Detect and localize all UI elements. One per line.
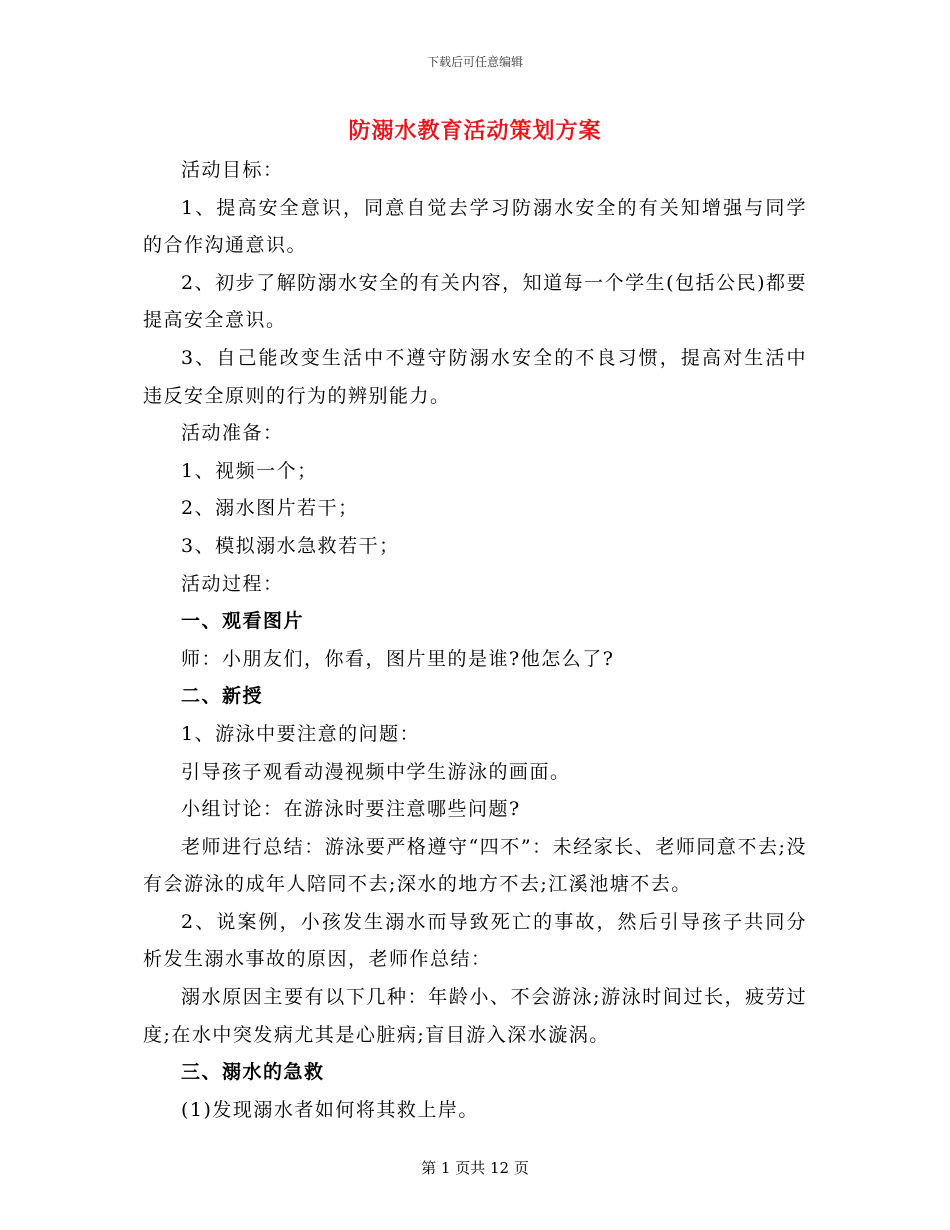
paragraph: 溺水原因主要有以下几种：年龄小、不会游泳;游泳时间过长，疲劳过度;在水中突发病尤其是心脏病;盲目游入深水漩涡。 [143, 986, 807, 1046]
paragraph: 1、游泳中要注意的问题： [181, 722, 421, 745]
paragraph: 活动目标： [181, 159, 284, 181]
document-title: 防溺水教育活动策划方案 [348, 118, 602, 144]
paragraph: 1、视频一个； [181, 459, 318, 482]
paragraph: 3、模拟溺水急救若干； [181, 534, 400, 557]
paragraph: 2、初步了解防溺水安全的有关内容，知道每一个学生(包括公民)都要提高安全意识。 [143, 271, 807, 332]
paragraph: 师：小朋友们，你看，图片里的是谁?他怎么了? [181, 647, 615, 670]
document-body [143, 152, 807, 1129]
paragraph: 3、自己能改变生活中不遵守防溺水安全的不良习惯，提高对生活中违反安全原则的行为的辨别能力。 [143, 346, 807, 407]
section-heading: 二、新授 [181, 685, 264, 708]
section-heading: 三、溺水的急救 [181, 1061, 325, 1084]
page-footer: 第 1 页共 12 页 [421, 1159, 529, 1177]
paragraph: 引导孩子观看动漫视频中学生游泳的画面。 [181, 760, 571, 783]
section-heading: 一、观看图片 [181, 610, 305, 633]
page-header: 下载后可任意编辑 [426, 55, 523, 69]
paragraph: 2、溺水图片若干； [181, 497, 359, 520]
paragraph: 活动过程： [181, 572, 284, 595]
paragraph: 活动准备： [181, 422, 284, 445]
paragraph: 2、说案例，小孩发生溺水而导致死亡的事故，然后引导孩子共同分析发生溺水事故的原因，老师作总结： [143, 910, 807, 971]
paragraph: (1)发现溺水者如何将其救上岸。 [181, 1098, 479, 1121]
paragraph: 1、提高安全意识，同意自觉去学习防溺水安全的有关知增强与同学的合作沟通意识。 [143, 196, 807, 257]
paragraph: 小组讨论：在游泳时要注意哪些问题? [181, 798, 521, 821]
paragraph: 老师进行总结：游泳要严格遵守“四不”：未经家长、老师同意不去;没有会游泳的成年人陪同不去;深水的地方不去;江溪池塘不去。 [143, 835, 807, 896]
